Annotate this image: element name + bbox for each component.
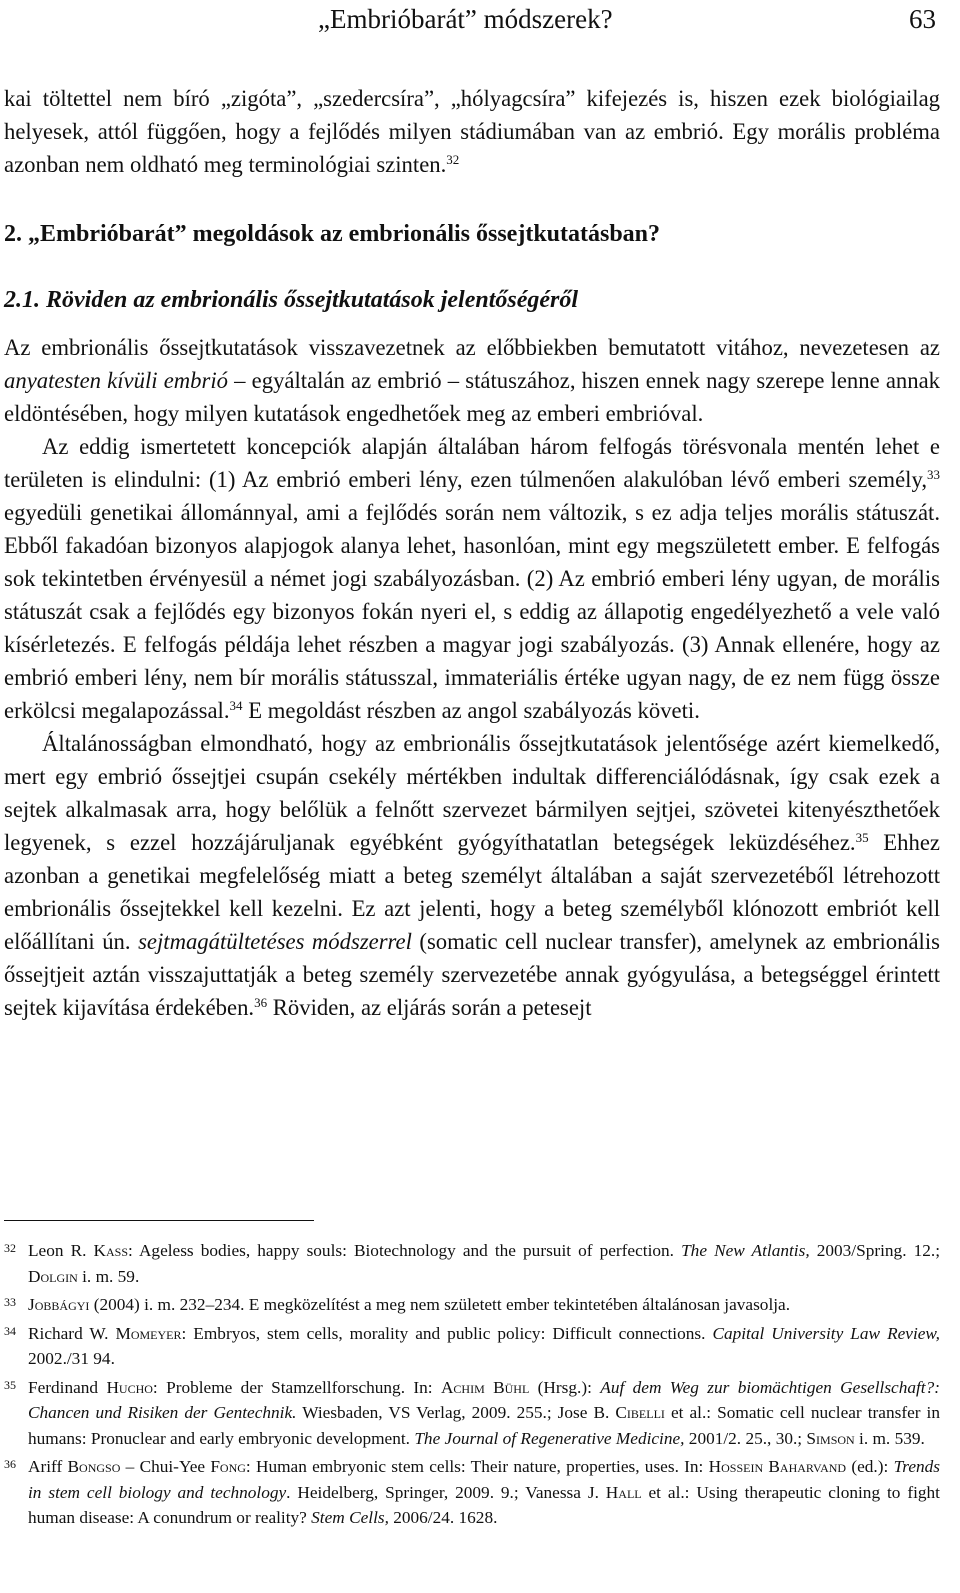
running-title: „Embrióbarát” módszerek?: [318, 4, 613, 34]
running-header: [0, 4, 960, 44]
footnote-32: 32 Leon R. Kass: Ageless bodies, happy souls: Biotechnology and the pursuit of perfection. The New Atlantis, 2003/Spring. 12.; Dolgin i. m. 59.: [4, 1241, 940, 1286]
main-text: [4, 82, 940, 1024]
footnote-36: 36 Ariff Bongso – Chui-Yee Fong: Human embryonic stem cells: Their nature, properties, uses. In: Hossein Baharvand (ed.): Trends in stem cell biology and technology. Heidelberg, Springer, 2009. 9.; Vanessa J. Hall et al.: Using therapeutic cloning to fight human disease: A conundrum or reality? Stem Cells, 2006/24. 1628.: [4, 1457, 941, 1527]
paragraph-3: Általánosságban elmondható, hogy az embrionális őssejtkutatások jelentősége azért kiemelkedő, mert egy embrió őssejtjei csupán csekély mértékben indultak differenciálódásnak, így csak ezek a sejtek alkalmasak arra, hogy belőlük a felnőtt szervezet bármilyen sejtjei, szövetei kitenyészthetőek legyenek, s ezzel hozzájáruljanak egyébként gyógyíthatatlan betegségek leküzdéséhez.$^{35}$ Ehhez azonban a genetikai megfelelőség miatt a beteg személyt általában a saját szervezetéből létrehozott embrionális őssejtekkel kell kezelni. Ez azt jelenti, hogy a beteg személyből klónozott embriót kell előállítani ún. sejtmagátültetéses módszerrel (somatic cell nuclear transfer), amelynek az embrionális őssejtjeit aztán visszajuttatják a beteg személy szervezetébe annak gyógyulása, a betegséggel érintett sejtek kijavítása érdekében.$^{36}$ Röviden, az eljárás során a petesejt: [4, 731, 940, 1020]
paragraph-1: Az embrionális őssejtkutatások visszavezetnek az előbbiekben bemutatott vitához, nevezetesen az anyatesten kívüli embrió – egyáltalán az embrió – státuszához, hiszen ennek nagy szerepe lenne annak eldöntésében, hogy milyen kutatások engedhetőek meg az emberi embrióval.: [4, 335, 941, 426]
footnote-divider: [4, 1220, 314, 1221]
footnote-ref-36[interactable]: 36: [254, 995, 268, 1010]
paragraph-2: Az eddig ismertetett koncepciók alapján általában három felfogás törésvonala mentén lehet e területen is elindulni: (1) Az embrió emberi lény, ezen túlmenően alakulóban lévő emberi személy,$^{33}$ egyedüli genetikai állománnyal, ami a fejlődés során nem változik, s ez adja teljes morális státuszát. Ebből fakadóan bizonyos alapjogok alanya lehet, hasonlóan, mint egy megszületett ember. E felfogás sok tekintetben érvényesül a német jogi szabályozásban. (2) Az embrió emberi lény ugyan, de morális státuszát csak a fejlődés egy bizonyos fokán nyeri el, s eddig az állapotig engedélyezhető a vele való kísérletezés. E felfogás példája lehet részben a magyar jogi szabályozás. (3) Annak ellenére, hogy az embrió emberi lény, nem bír morális státusszal, immateriális értéke ugyan nagy, de ez nem függ össze erkölcsi megalapozással.$^{34}$ E megoldást részben az angol szabályozás követi.: [4, 434, 940, 723]
footnote-ref-32[interactable]: 32: [446, 152, 460, 167]
page-number: 63: [909, 4, 936, 34]
subsection-heading: 2.1. Röviden az embrionális őssejtkutatások jelentőségéről: [4, 287, 579, 313]
intro-paragraph: kai töltettel nem bíró „zigóta”, „szedercsíra”, „hólyagcsíra” kifejezés is, hiszen ezek biológiailag helyesek, attól függően, hogy a fejlődés milyen stádiumában van az embrió. Egy morális probléma azonban nem oldható meg terminológiai szinten.$^{32}$: [4, 86, 940, 177]
footnote-35: 35 Ferdinand Hucho: Probleme der Stamzellforschung. In: Achim Bühl (Hrsg.): Auf dem Weg zur biomächtigen Gesellschaft?: Chancen und Risiken der Gentechnik. Wiesbaden, VS Verlag, 2009. 255.; Jose B. Cibelli et al.: Somatic cell nuclear transfer in humans: Pronuclear and early embryonic development. The Journal of Regenerative Medicine, 2001/2. 25., 30.; Simson i. m. 539.: [4, 1377, 940, 1448]
footnote-ref-33[interactable]: 33: [927, 467, 940, 482]
footnotes: [4, 1238, 940, 1534]
footnote-33: 33 Jobbágyi (2004) i. m. 232–234. E megközelítést a meg nem született ember tekintetében általánosan javasolja.: [4, 1295, 791, 1314]
section-heading: 2. „Embrióbarát” megoldások az embrionális őssejtkutatásban?: [4, 221, 661, 247]
footnote-ref-35[interactable]: 35: [855, 830, 869, 845]
footnote-34: 34 Richard W. Momeyer: Embryos, stem cells, morality and public policy: Difficult connections. Capital University Law Review, 2002./31 94.: [4, 1323, 940, 1368]
footnote-ref-34[interactable]: 34: [229, 698, 243, 713]
